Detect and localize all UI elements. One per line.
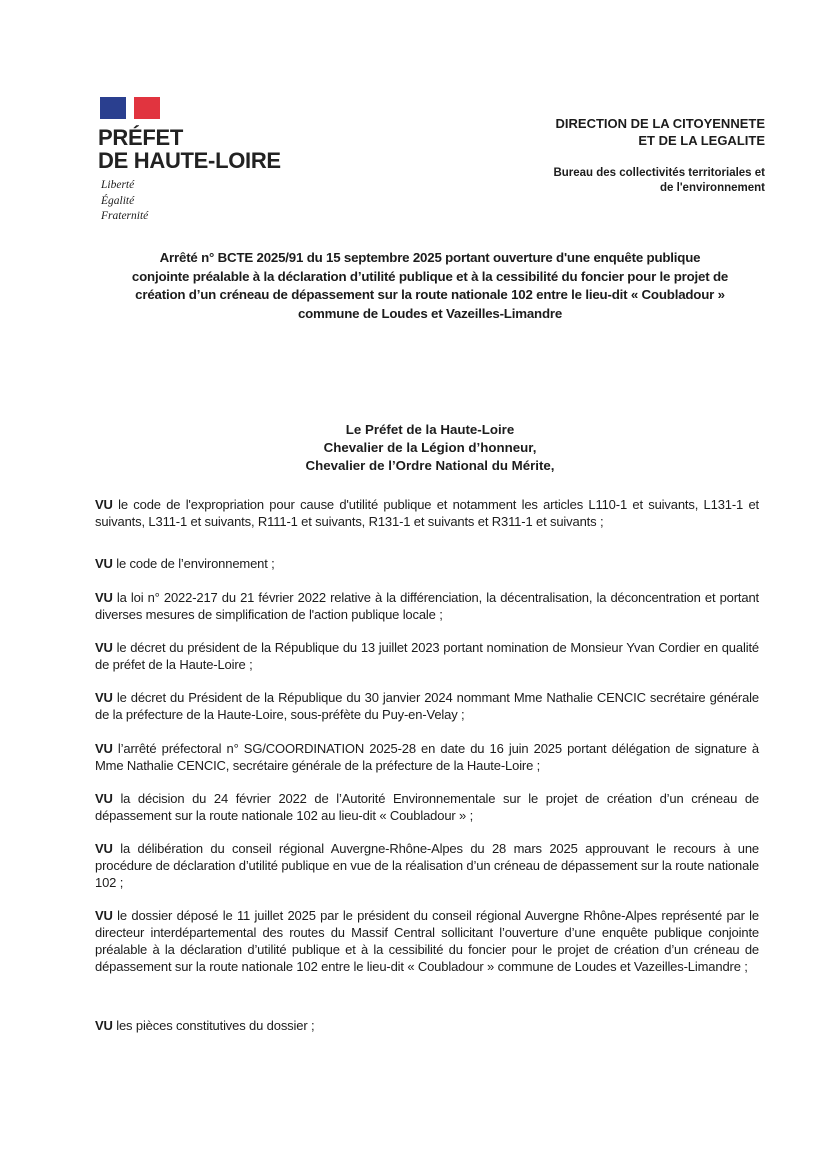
visa-paragraph	[95, 1017, 759, 1034]
visa-text: la loi n° 2022-217 du 21 février 2022 relative à la différenciation, la décentralisation, la déconcentration et portant diverses mesures de simplification de l'action publique locale ;	[95, 590, 759, 622]
devise-fraternite: Fraternité	[101, 210, 149, 222]
bureau-heading	[553, 166, 765, 196]
visa-paragraph	[95, 555, 759, 572]
visa-text: les pièces constitutives du dossier ;	[116, 1018, 315, 1033]
arrete-title	[90, 249, 770, 324]
visa-text: la délibération du conseil régional Auvergne-Rhône-Alpes du 28 mars 2025 approuvant le recours à une procédure de déclaration d’utilité publique en vue de la réalisation d’un créneau de dépassement sur la route nationale 102 ;	[95, 841, 759, 890]
title-line: création d’un créneau de dépassement sur la route nationale 102 entre le lieu-dit « Coubladour »	[135, 287, 725, 303]
visa-text: le décret du Président de la République du 30 janvier 2024 nommant Mme Nathalie CENCIC secrétaire générale de la préfecture de la Haute-Loire, sous-préfète du Puy-en-Velay ;	[95, 690, 759, 722]
prefet-name: Le Préfet de la Haute-Loire	[345, 422, 515, 437]
visa-text: la décision du 24 février 2022 de l’Autorité Environnementale sur le projet de création d’un créneau de dépassement sur la route nationale 102 au lieu-dit « Coubladour » ;	[95, 791, 759, 823]
prefet-honor-2: Chevalier de l’Ordre National du Mérite,	[305, 458, 555, 473]
visa-text: le dossier déposé le 11 juillet 2025 par le président du conseil régional Auvergne Rhône-Alpes représenté par le directeur interdépartemental des routes du Massif Central sollicitant l’ouverture d’une enquête publique conjointe préalable à la déclaration d’utilité publique et à la cessibilité du foncier pour le projet de création d’un créneau de dépassement sur la route nationale 102 entre le lieu-dit « Coubladour » commune de Loudes et Vazeilles-Limandre ;	[95, 908, 759, 974]
visa-paragraph	[95, 639, 759, 673]
vu-label: VU	[95, 908, 113, 923]
devise	[101, 178, 148, 225]
vu-label: VU	[95, 640, 113, 655]
devise-liberte: Liberté	[101, 179, 135, 191]
prefecture-logo-text	[98, 126, 281, 172]
logo-line-1: PRÉFET	[98, 125, 183, 150]
visa-text: le décret du président de la République du 13 juillet 2023 portant nomination de Monsieur Yvan Cordier en qualité de préfet de la Haute-Loire ;	[95, 640, 759, 672]
prefet-honor-1: Chevalier de la Légion d’honneur,	[323, 440, 537, 455]
visa-paragraph	[95, 790, 759, 824]
bureau-line-1: Bureau des collectivités territoriales et	[553, 167, 765, 179]
vu-label: VU	[95, 690, 113, 705]
vu-label: VU	[95, 791, 113, 806]
visa-paragraph	[95, 589, 759, 623]
vu-label: VU	[95, 741, 113, 756]
visa-paragraph	[95, 740, 759, 774]
logo-line-2: DE HAUTE-LOIRE	[98, 148, 281, 173]
direction-line-1: DIRECTION DE LA CITOYENNETE	[555, 116, 765, 131]
direction-heading	[556, 115, 765, 149]
visa-paragraph	[95, 689, 759, 723]
vu-label: VU	[95, 590, 113, 605]
vu-label: VU	[95, 497, 113, 512]
visa-paragraph	[95, 907, 759, 975]
title-line: commune de Loudes et Vazeilles-Limandre	[297, 306, 563, 322]
visa-text: le code de l’environnement ;	[116, 556, 275, 571]
visa-text: le code de l'expropriation pour cause d'utilité publique et notamment les articles L110-1 et suivants, L131-1 et suivants, L311-1 et suivants, R111-1 et suivants, R131-1 et suivants et R311-1 et suivants ;	[95, 497, 759, 529]
prefet-titles	[90, 421, 770, 475]
visa-text: l’arrêté préfectoral n° SG/COORDINATION 2025-28 en date du 16 juin 2025 portant délégation de signature à Mme Nathalie CENCIC, secrétaire générale de la préfecture de la Haute-Loire ;	[95, 741, 759, 773]
title-line: conjointe préalable à la déclaration d’utilité publique et à la cessibilité du foncier pour le projet de	[131, 268, 729, 284]
vu-label: VU	[95, 556, 113, 571]
visa-paragraph	[95, 840, 759, 891]
vu-label: VU	[95, 841, 113, 856]
visa-paragraph	[95, 496, 759, 530]
devise-egalite: Égalité	[101, 194, 135, 207]
bureau-line-2: de l'environnement	[660, 182, 765, 194]
direction-line-2: ET DE LA LEGALITE	[638, 133, 765, 148]
marianne-flag-logo	[100, 97, 160, 119]
vu-label: VU	[95, 1018, 113, 1033]
title-line: Arrêté n° BCTE 2025/91 du 15 septembre 2025 portant ouverture d'une enquête publique	[159, 250, 701, 265]
